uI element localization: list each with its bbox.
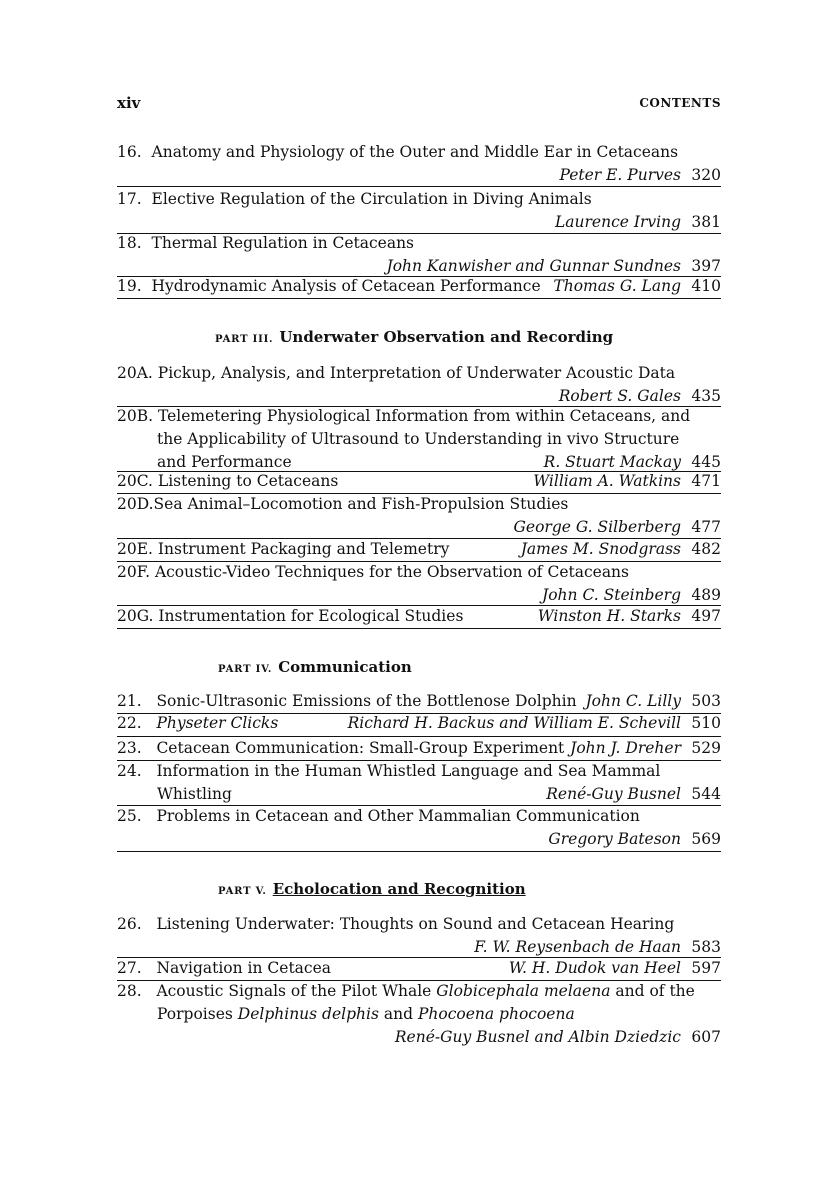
- entry-author: Thomas G. Lang: [553, 277, 681, 295]
- entry-page: 597: [691, 959, 721, 977]
- entry-title: Problems in Cetacean and Other Mammalian Communication: [156, 807, 640, 825]
- entry-page: 583: [691, 938, 721, 956]
- toc-entry-17: 17. Elective Regulation of the Circulation in Diving Animals Laurence Irving 381: [117, 188, 721, 234]
- toc-entry-20a: 20A. Pickup, Analysis, and Interpretation of Underwater Acoustic Data Robert S. Gales 435: [117, 362, 721, 408]
- entry-author: James M. Snodgrass: [520, 540, 681, 558]
- entry-page: 503: [691, 692, 721, 710]
- entry-page: 477: [691, 518, 721, 536]
- entry-title: Navigation in Cetacea: [156, 959, 332, 977]
- part-heading-4: PART IV. Communication: [218, 658, 412, 676]
- entry-author: George G. Silberberg: [513, 518, 681, 536]
- entry-page: 607: [691, 1028, 721, 1046]
- entry-title: Anatomy and Physiology of the Outer and Middle Ear in Cetaceans: [151, 143, 679, 161]
- entry-title: Pickup, Analysis, and Interpretation of Underwater Acoustic Data: [157, 364, 676, 382]
- toc-entry-20c: 20C. Listening to Cetaceans William A. Watkins 471: [117, 470, 721, 493]
- entry-title: Sea Animal–Locomotion and Fish-Propulsion Studies: [153, 495, 569, 513]
- entry-title: Instrumentation for Ecological Studies: [158, 607, 464, 625]
- part-heading-5: PART V. Echolocation and Recognition: [218, 880, 526, 898]
- entry-author: F. W. Reysenbach de Haan: [474, 938, 681, 956]
- entry-author: W. H. Dudok van Heel: [508, 959, 681, 977]
- entry-author: Gregory Bateson: [548, 830, 681, 848]
- divider: [117, 298, 721, 299]
- entry-author: René-Guy Busnel: [546, 785, 681, 803]
- entry-title: Listening Underwater: Thoughts on Sound and Cetacean Hearing: [156, 915, 675, 933]
- entry-page: 410: [691, 277, 721, 295]
- toc-entry-20b: 20B. Telemetering Physiological Information from within Cetaceans, and the Applicability of Ultrasound to Understanding in vivo Structure and Performance R. Stuart Mackay 445: [117, 405, 721, 474]
- toc-entry-25: 25. Problems in Cetacean and Other Mammalian Communication Gregory Bateson 569: [117, 805, 721, 851]
- toc-entry-18: 18. Thermal Regulation in Cetaceans John Kanwisher and Gunnar Sundnes 397: [117, 232, 721, 278]
- entry-page: 569: [691, 830, 721, 848]
- entry-title: Telemetering Physiological Information from within Cetaceans, and: [157, 407, 691, 425]
- entry-title: Cetacean Communication: Small-Group Experiment: [156, 739, 565, 757]
- toc-entry-20g: 20G. Instrumentation for Ecological Studies Winston H. Starks 497: [117, 605, 721, 628]
- running-title: CONTENTS: [639, 96, 721, 110]
- part-heading-3: PART III. Underwater Observation and Recording: [215, 328, 614, 346]
- entry-author: Laurence Irving: [554, 213, 681, 231]
- divider: [117, 186, 721, 187]
- toc-entry-26: 26. Listening Underwater: Thoughts on Sound and Cetacean Hearing F. W. Reysenbach de Haan 583: [117, 913, 721, 959]
- entry-page: 435: [691, 387, 721, 405]
- entry-author: John C. Steinberg: [542, 586, 681, 604]
- entry-title: Listening to Cetaceans: [157, 472, 339, 490]
- entry-author: John J. Dreher: [570, 739, 681, 757]
- toc-entry-19: 19. Hydrodynamic Analysis of Cetacean Performance Thomas G. Lang 410: [117, 275, 721, 298]
- entry-title: Hydrodynamic Analysis of Cetacean Performance: [151, 277, 541, 295]
- entry-title: Acoustic Signals of the Pilot Whale Globicephala melaena and of the: [156, 982, 695, 1000]
- entry-page: 544: [691, 785, 721, 803]
- entry-page: 471: [691, 472, 721, 490]
- entry-title: Physeter Clicks: [156, 714, 279, 732]
- page-number: xiv: [117, 94, 141, 112]
- toc-entry-22: 22. Physeter Clicks Richard H. Backus and William E. Schevill 510: [117, 712, 721, 735]
- entry-page: 445: [691, 453, 721, 471]
- entry-title: Elective Regulation of the Circulation in Diving Animals: [151, 190, 592, 208]
- entry-title: Instrument Packaging and Telemetry: [157, 540, 450, 558]
- entry-title: Acoustic-Video Techniques for the Observation of Cetaceans: [154, 563, 629, 581]
- entry-page: 381: [691, 213, 721, 231]
- entry-author: William A. Watkins: [533, 472, 681, 490]
- toc-entry-23: 23. Cetacean Communication: Small-Group Experiment John J. Dreher 529: [117, 737, 721, 760]
- entry-author: Richard H. Backus and William E. Schevill: [347, 714, 681, 732]
- entry-author: John Kanwisher and Gunnar Sundnes: [386, 257, 681, 275]
- entry-page: 529: [691, 739, 721, 757]
- divider: [117, 851, 721, 852]
- toc-entry-16: 16. Anatomy and Physiology of the Outer and Middle Ear in Cetaceans Peter E. Purves 320: [117, 141, 721, 187]
- entry-title: Thermal Regulation in Cetaceans: [151, 234, 415, 252]
- toc-entry-20e: 20E. Instrument Packaging and Telemetry James M. Snodgrass 482: [117, 538, 721, 561]
- page-header: [117, 94, 721, 114]
- divider: [117, 628, 721, 629]
- entry-page: 497: [691, 607, 721, 625]
- entry-author: Winston H. Starks: [537, 607, 681, 625]
- entry-page: 320: [691, 166, 721, 184]
- entry-author: John C. Lilly: [585, 692, 681, 710]
- toc-entry-20d: 20D.Sea Animal–Locomotion and Fish-Propulsion Studies George G. Silberberg 477: [117, 493, 721, 539]
- toc-entry-28: 28. Acoustic Signals of the Pilot Whale Globicephala melaena and of the Porpoises Delphinus delphis and Phocoena phocoena René-Guy Busnel and Albin Dziedzic 607: [117, 980, 721, 1049]
- entry-author: R. Stuart Mackay: [543, 453, 681, 471]
- toc-entry-21: 21. Sonic-Ultrasonic Emissions of the Bottlenose Dolphin John C. Lilly 503: [117, 690, 721, 713]
- entry-page: 482: [691, 540, 721, 558]
- entry-page: 397: [691, 257, 721, 275]
- entry-author: René-Guy Busnel and Albin Dziedzic: [394, 1028, 681, 1046]
- toc-entry-24: 24. Information in the Human Whistled Language and Sea Mammal Whistling René-Guy Busnel 544: [117, 760, 721, 806]
- entry-author: Peter E. Purves: [559, 166, 681, 184]
- entry-author: Robert S. Gales: [558, 387, 681, 405]
- entry-title: Sonic-Ultrasonic Emissions of the Bottlenose Dolphin: [156, 692, 577, 710]
- entry-title: Information in the Human Whistled Language and Sea Mammal: [156, 762, 661, 780]
- toc-entry-20f: 20F. Acoustic-Video Techniques for the Observation of Cetaceans John C. Steinberg 489: [117, 561, 721, 607]
- toc-entry-27: 27. Navigation in Cetacea W. H. Dudok van Heel 597: [117, 957, 721, 980]
- entry-page: 510: [691, 714, 721, 732]
- entry-page: 489: [691, 586, 721, 604]
